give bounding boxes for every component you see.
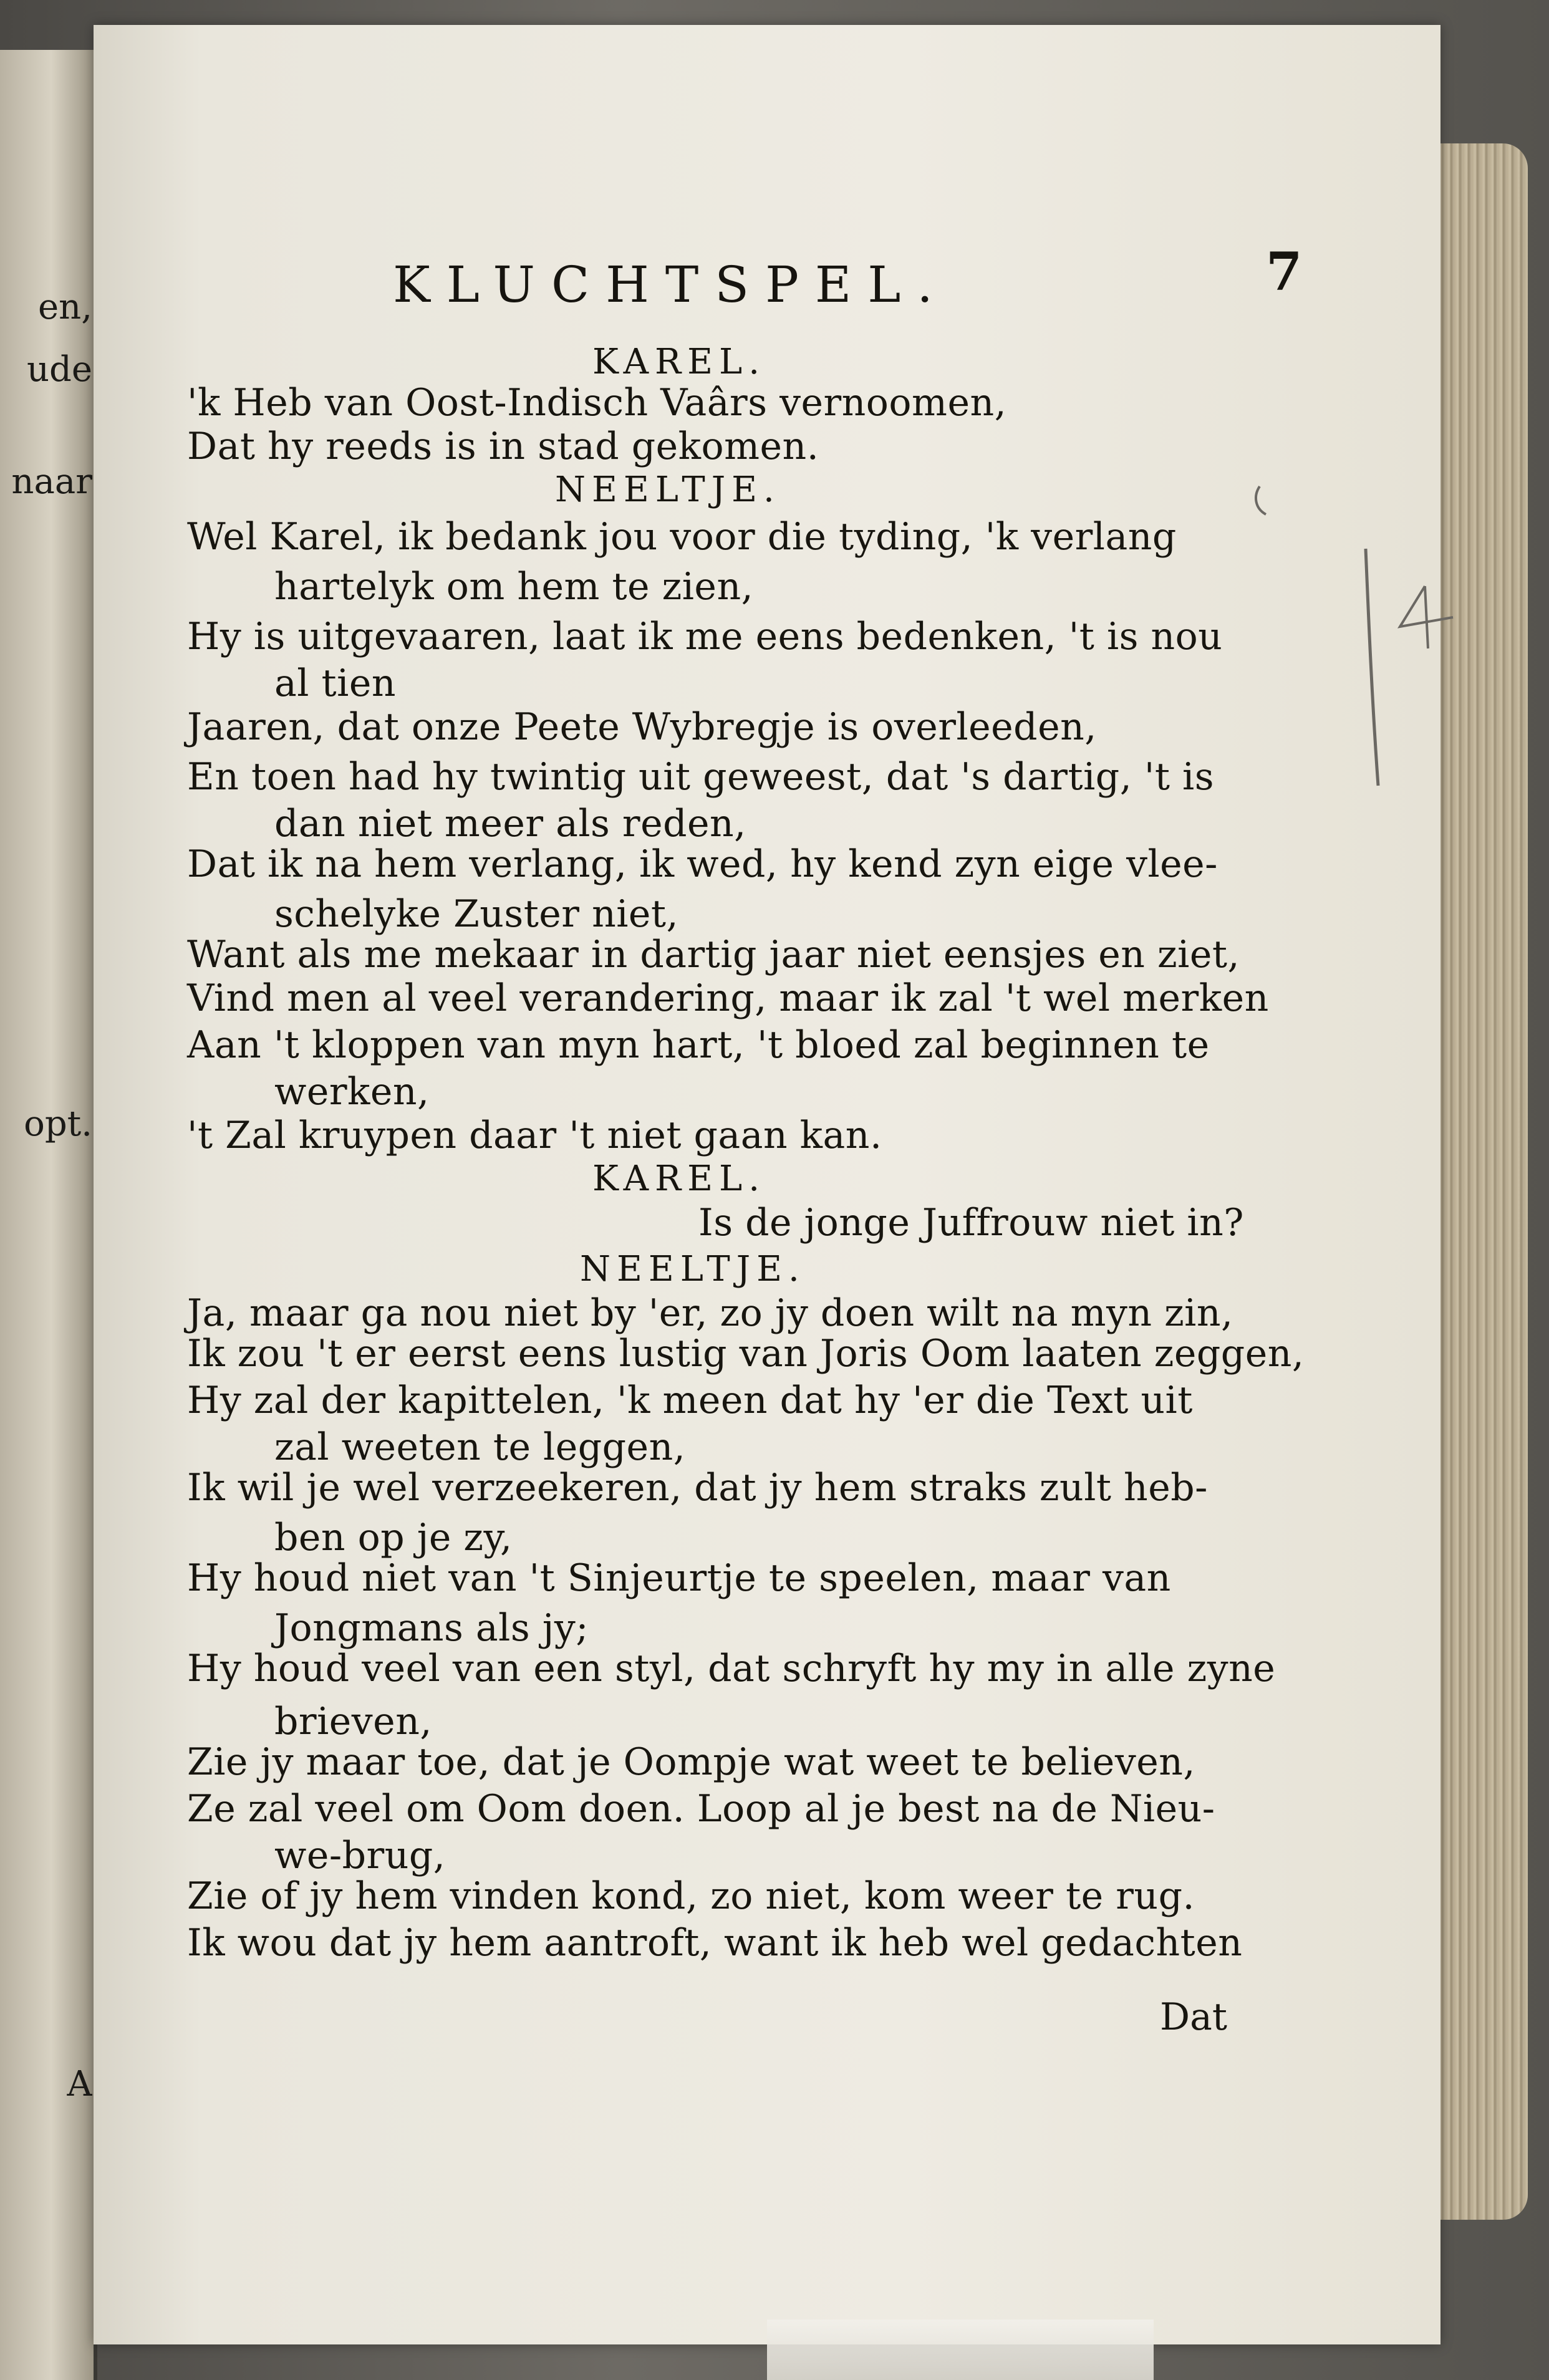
- verse-line: Wel Karel, ik bedank jou voor die tyding, 'k verlang: [187, 515, 1177, 559]
- pencil-margin-mark: [1253, 461, 1459, 811]
- verse-line: Zie jy maar toe, dat je Oompje wat weet te believen,: [187, 1740, 1195, 1784]
- verse-line: Dat hy reeds is in stad gekomen.: [187, 425, 819, 468]
- verse-line: Vind men al veel verandering, maar ik zal 't wel merken: [187, 976, 1269, 1020]
- catchword: Dat: [1160, 1995, 1227, 2039]
- verse-line: En toen had hy twintig uit geweest, dat 's dartig, 't is: [187, 755, 1215, 799]
- verse-line: Ja, maar ga nou niet by 'er, zo jy doen wilt na myn zin,: [187, 1291, 1233, 1335]
- left-page-text-fragments: [0, 50, 94, 2380]
- verse-line: al tien: [274, 662, 396, 705]
- verse-line: Ik wou dat jy hem aantroft, want ik heb wel gedachten: [187, 1921, 1243, 1965]
- speaker-name: KAREL.: [592, 342, 766, 382]
- verse-line: Hy houd veel van een styl, dat schryft hy my in alle zyne: [187, 1647, 1276, 1690]
- verse-line: Ik zou 't er eerst eens lustig van Joris Oom laaten zeggen,: [187, 1332, 1305, 1375]
- verse-line: 'k Heb van Oost-Indisch Vaârs vernoomen,: [187, 381, 1007, 425]
- left-page-fragment: naar: [11, 461, 92, 502]
- left-page-fragment: en,: [37, 287, 92, 327]
- verse-line: Zie of jy hem vinden kond, zo niet, kom weer te rug.: [187, 1874, 1195, 1918]
- verse-line: Want als me mekaar in dartig jaar niet eensjes en ziet,: [187, 933, 1240, 976]
- verse-line: Aan 't kloppen van myn hart, 't bloed zal beginnen te: [187, 1023, 1210, 1067]
- left-page-fragment: ude: [26, 349, 92, 390]
- verse-line: Dat ik na hem verlang, ik wed, hy kend zyn eige vlee-: [187, 842, 1218, 886]
- verse-line: Hy is uitgevaaren, laat ik me eens bedenken, 't is nou: [187, 615, 1223, 658]
- book-page: [94, 25, 1440, 2344]
- left-page-fragment: A: [67, 2064, 92, 2104]
- bottom-paper-strip: [767, 2320, 1154, 2380]
- speaker-name: NEELTJE.: [555, 470, 781, 510]
- speaker-name: KAREL.: [592, 1159, 766, 1199]
- left-page-edge: [0, 50, 97, 2380]
- verse-line: Hy houd niet van 't Sinjeurtje te speelen, maar van: [187, 1556, 1171, 1600]
- verse-line: Jongmans als jy;: [274, 1606, 589, 1650]
- speaker-name: NEELTJE.: [580, 1249, 806, 1289]
- verse-line: werken,: [274, 1070, 430, 1114]
- verse-line: zal weeten te leggen,: [274, 1425, 686, 1469]
- verse-line: Is de jonge Juffrouw niet in?: [698, 1201, 1244, 1245]
- running-head: KLUCHTSPEL.: [393, 256, 949, 314]
- verse-line: 't Zal kruypen daar 't niet gaan kan.: [187, 1114, 882, 1157]
- page-fore-edge: [1428, 143, 1528, 2220]
- verse-line: Jaaren, dat onze Peete Wybregje is overleeden,: [187, 705, 1097, 749]
- page-number: 7: [1266, 241, 1303, 302]
- verse-line: schelyke Zuster niet,: [274, 892, 679, 936]
- verse-line: ben op je zy,: [274, 1516, 513, 1559]
- verse-line: dan niet meer als reden,: [274, 802, 746, 846]
- verse-line: Ze zal veel om Oom doen. Loop al je best na de Nieu-: [187, 1787, 1215, 1831]
- verse-line: Ik wil je wel verzeekeren, dat jy hem straks zult heb-: [187, 1466, 1208, 1510]
- left-page-fragment: opt.: [24, 1104, 92, 1144]
- verse-line: Hy zal der kapittelen, 'k meen dat hy 'er die Text uit: [187, 1379, 1193, 1422]
- verse-line: brieven,: [274, 1700, 432, 1743]
- verse-line: hartelyk om hem te zien,: [274, 565, 754, 609]
- verse-line: we-brug,: [274, 1834, 446, 1877]
